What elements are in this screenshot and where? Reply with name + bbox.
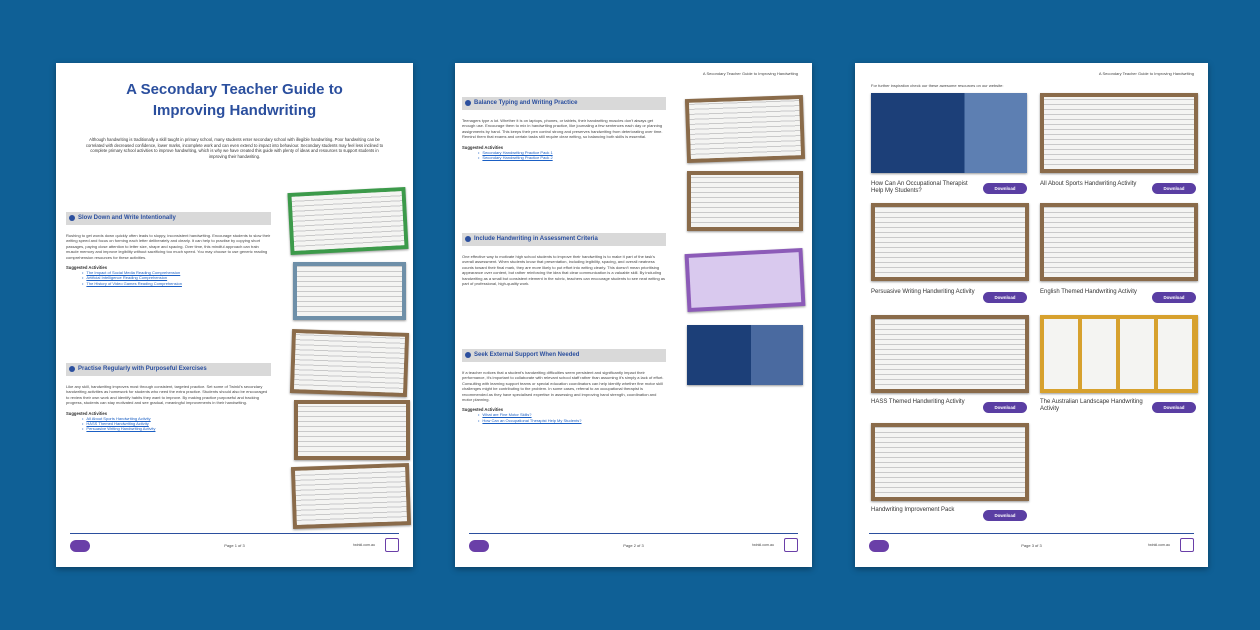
resource-thumbnail[interactable]: [294, 400, 410, 460]
activity-links: [462, 150, 666, 161]
resource-title: Persuasive Writing Handwriting Activity: [871, 289, 975, 295]
section-heading: Include Handwriting in Assessment Criteria: [462, 233, 666, 246]
footer-url: twinkl.com.au: [1148, 543, 1170, 547]
resource-thumbnail[interactable]: [290, 329, 409, 397]
activity-link[interactable]: • All About Sports Handwriting Activity: [82, 416, 271, 421]
download-button[interactable]: Download: [983, 292, 1027, 303]
section-body: Rushing to get words down quickly often leads to sloppy, inconsistent handwriting. Encourage students to slow their writing speed and focus on forming each letter deliberately and clearly. It can help to practise by copying short passages, paying close attention to letter size, shape and spacing. Over time, this mindful approach can train muscle memory and improve legibility without sacrificing too much speed. You may choose to use generic reading comprehension resources for these activities.: [66, 233, 271, 260]
resource-thumbnail[interactable]: [685, 248, 806, 312]
section-practise-regularly: [66, 363, 271, 432]
section-body: Teenagers type a lot. Whether it is on laptops, phones, or tablets, their handwriting muscles don't always get enough use. Encourage them to mix in handwriting practice, like journaling a few sentences each day or planning assignments by hand. This keeps their pen control strong and preserves handwriting from deteriorating over time. Remind them that exams and certain tasks still require clear writing, so balancing both skills is essential.: [462, 118, 663, 140]
activity-link[interactable]: • Secondary Handwriting Practice Pack 1: [478, 150, 666, 155]
activity-link[interactable]: • How Can an Occupational Therapist Help My Students?: [478, 418, 666, 423]
suggested-activities-label: Suggested Activities: [462, 144, 504, 150]
resource-thumbnail[interactable]: [871, 315, 1029, 393]
activity-links: [462, 412, 666, 423]
activity-link[interactable]: • Persuasive Writing Handwriting Activity: [82, 426, 271, 431]
resource-thumbnail[interactable]: [287, 187, 408, 255]
suggested-activities-label: Suggested Activities: [66, 265, 108, 271]
document-title: A Secondary Teacher Guide to Improving Handwriting: [126, 81, 343, 119]
activity-link[interactable]: • The Impact of Social Media Reading Comprehension: [82, 270, 271, 275]
document-page-2: [455, 63, 812, 567]
resource-thumbnail[interactable]: [687, 171, 803, 231]
page-number: Page 2 of 3: [623, 543, 644, 548]
badge-icon: [385, 538, 399, 552]
resource-title: HASS Themed Handwriting Activity: [871, 399, 965, 405]
resource-title: The Australian Landscape Handwriting Activity: [1040, 399, 1143, 412]
section-body: If a teacher notices that a student's handwriting difficulties seem persistent and significantly impact their performance, it's important to collaborate with relevant school staff rather than assuming it's simply a lack of effort. Consulting with learning support teams or special education coordinators can help identify whether fine motor skill challenges might be contributing to the problem. In some cases, referral to an occupational therapist is recommended as they have specialised expertise in assessing and improving hand strength, coordination and motor planning.: [462, 370, 664, 403]
resource-thumbnail[interactable]: [871, 93, 1027, 173]
section-body: Like any skill, handwriting improves most through consistent, targeted practice. Set some of Twinkl's secondary handwriting activities as homework for students who need the extra practice. Students should also be encouraged to review their own work and identify habits they want to improve. By making practice purposeful and tracking progress, students can stay motivated and see gradual, meaningful improvements in their handwriting.: [66, 384, 268, 406]
page-footer: [469, 533, 798, 557]
section-balance-typing: [462, 97, 666, 160]
page-footer: [70, 533, 399, 557]
suggested-activities-label: Suggested Activities: [462, 407, 504, 413]
page-footer: [869, 533, 1194, 557]
footer-url: twinkl.com.au: [353, 543, 375, 547]
download-button[interactable]: Download: [983, 183, 1027, 194]
resource-thumbnail[interactable]: [871, 423, 1029, 501]
section-heading: Balance Typing and Writing Practice: [462, 97, 666, 110]
resource-thumbnail[interactable]: [1040, 315, 1198, 393]
resource-thumbnail[interactable]: [291, 463, 411, 529]
resource-thumbnail[interactable]: [1040, 203, 1198, 281]
resource-thumbnail[interactable]: [687, 325, 803, 385]
resource-thumbnail[interactable]: [685, 95, 805, 163]
resource-title: All About Sports Handwriting Activity: [1040, 181, 1137, 187]
section-heading: Practise Regularly with Purposeful Exercises: [66, 363, 271, 376]
footer-url: twinkl.com.au: [752, 543, 774, 547]
section-heading: Slow Down and Write Intentionally: [66, 212, 271, 225]
resource-thumbnail[interactable]: [1040, 93, 1198, 173]
section-body: One effective way to motivate high school students to improve their handwriting is to make it part of the task's overall assessment. When students know that presentation, including legibility, spacing, and overall neatness counts toward their final mark, they are more likely to put effort into writing clearly. This doesn't mean prioritising appearance over content, but rather reinforcing the idea that clear communication is a valuable skill. By including handwriting as a small but consistent element in the rubric, teachers can encourage students to see neat writing as part of professional, high-quality work.: [462, 254, 666, 287]
activity-links: [66, 270, 271, 286]
page-number: Page 1 of 3: [224, 543, 245, 548]
download-button[interactable]: Download: [1152, 402, 1196, 413]
badge-icon: [1180, 538, 1194, 552]
resource-title: How Can An Occupational Therapist Help My Students?: [871, 181, 968, 194]
download-button[interactable]: Download: [983, 402, 1027, 413]
section-external-support: [462, 349, 666, 423]
intro-paragraph: Although handwriting is traditionally a skill taught in primary school, many students enter secondary school with illegible handwriting. Poor handwriting can be correlated with decreased confidence, lower marks, incomplete work and can even extend to impact into behaviour. Secondary students may feel less inclined to complete primary school activities to improve handwriting, which is why we have created this guide with plenty of ideas and resources to support students in improving their handwriting.: [85, 137, 384, 159]
activity-link[interactable]: • HASS Themed Handwriting Activity: [82, 421, 271, 426]
running-head: A Secondary Teacher Guide to Improving Handwriting: [1098, 71, 1194, 76]
badge-icon: [784, 538, 798, 552]
activity-link[interactable]: • What are Fine Motor Skills?: [478, 412, 666, 417]
section-assessment-criteria: [462, 233, 666, 286]
document-page-3: [855, 63, 1208, 567]
section-slow-down: [66, 212, 271, 286]
activity-link[interactable]: • Artificial Intelligence Reading Comprehension: [82, 275, 271, 280]
download-button[interactable]: Download: [983, 510, 1027, 521]
section-heading: Seek External Support When Needed: [462, 349, 666, 362]
activity-links: [66, 416, 271, 432]
download-button[interactable]: Download: [1152, 292, 1196, 303]
resource-title: Handwriting Improvement Pack: [871, 507, 955, 513]
activity-link[interactable]: • Secondary Handwriting Practice Pack 2: [478, 155, 666, 160]
running-head: A Secondary Teacher Guide to Improving Handwriting: [702, 71, 798, 76]
download-button[interactable]: Download: [1152, 183, 1196, 194]
page-number: Page 3 of 3: [1021, 543, 1042, 548]
resource-title: English Themed Handwriting Activity: [1040, 289, 1137, 295]
resource-thumbnail[interactable]: [871, 203, 1029, 281]
document-page-1: [56, 63, 413, 567]
activity-link[interactable]: • The History of Video Games Reading Comprehension: [82, 281, 271, 286]
suggested-activities-label: Suggested Activities: [66, 410, 108, 416]
resource-thumbnail[interactable]: [293, 262, 406, 320]
resources-intro: For further inspiration check our these awesome resources on our website:: [871, 83, 1004, 88]
